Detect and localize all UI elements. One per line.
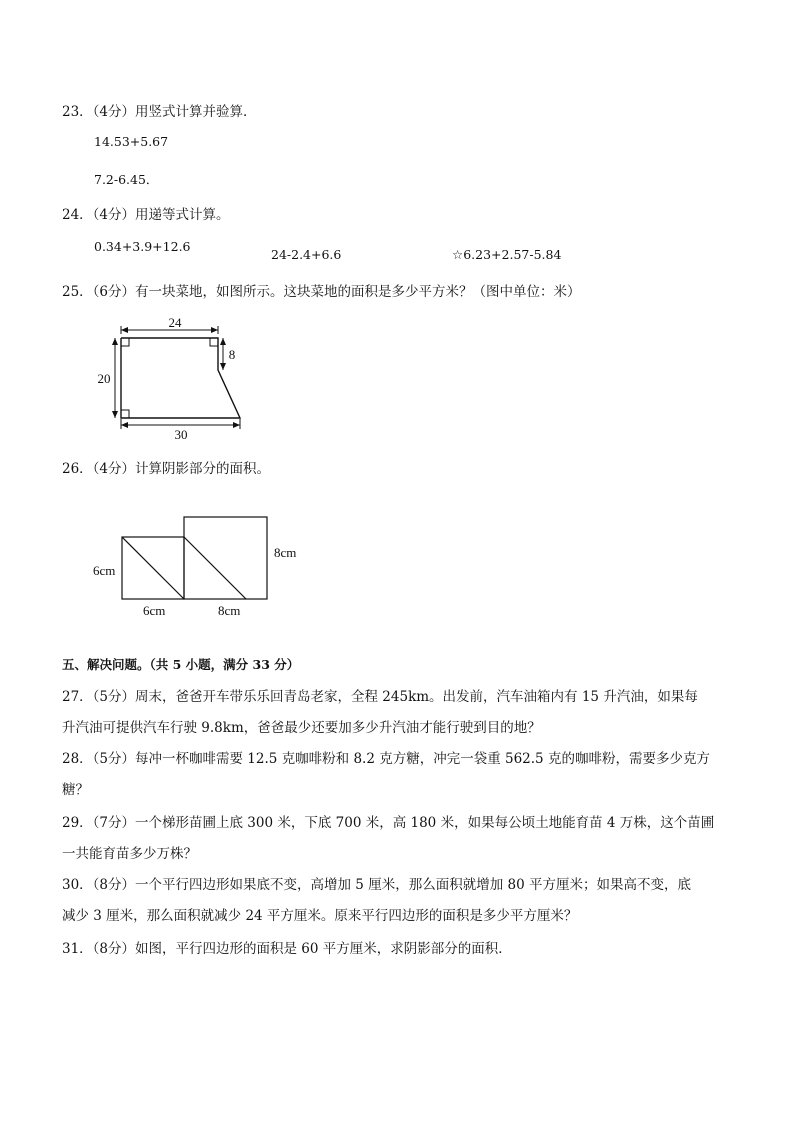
q24-expression-2: 24-2.4+6.6 <box>271 247 342 262</box>
q23-title: 23．（4分）用竖式计算并验算． <box>62 104 257 120</box>
q25-title: 25．（6分）有一块菜地，如图所示。这块菜地的面积是多少平方米？（图中单位：米） <box>62 284 581 300</box>
q26-label-small-side: 6cm <box>93 563 116 578</box>
q25-right-angle-top-left <box>121 338 129 346</box>
q23-expression-1: 14.53+5.67 <box>94 134 169 149</box>
q23-expression-2: 7.2-6.45． <box>94 172 159 187</box>
q26-label-large-base: 8cm <box>218 603 241 618</box>
q30-line-2: 减少 3 厘米，那么面积就减少 24 平方厘米。原来平行四边形的面积是多少平方厘米？ <box>62 908 578 924</box>
q25-garden-outline <box>121 338 240 418</box>
q26-large-diagonal <box>184 537 246 599</box>
q26-figure <box>0 500 794 625</box>
q24-expression-1: 0.34+3.9+12.6 <box>94 239 191 254</box>
q25-label-bottom: 30 <box>174 427 188 442</box>
q29-line-1: 29．（7分）一个梯形苗圃上底 300 米，下底 700 米，高 180 米，如果每公顷土地能育苗 4 万株，这个苗圃 <box>62 815 715 831</box>
q27-line-2: 升汽油可提供汽车行驶 9.8km，爸爸最少还要加多少升汽油才能行驶到目的地？ <box>62 720 541 736</box>
q29-line-2: 一共能育苗多少万株？ <box>62 846 197 862</box>
q24-title: 24．（4分）用递等式计算。 <box>62 207 230 223</box>
q26-label-large-side: 8cm <box>274 545 297 560</box>
q25-right-angle-top-right <box>210 338 218 346</box>
q24-expression-3: ☆6.23+2.57-5.84 <box>452 247 562 262</box>
q25-figure <box>0 0 794 460</box>
q26-small-diagonal <box>122 537 184 599</box>
q26-title: 26．（4分）计算阴影部分的面积。 <box>62 461 271 477</box>
q26-label-small-base: 6cm <box>143 603 166 618</box>
q26-large-square <box>184 517 267 599</box>
q28-line-2: 糖？ <box>62 782 89 798</box>
q28-line-1: 28．（5分）每冲一杯咖啡需要 12.5 克咖啡粉和 8.2 克方糖，冲完一袋重 562.5 克的咖啡粉，需要多少克方 <box>62 751 710 767</box>
q25-right-angle-bottom-left <box>121 410 129 418</box>
q25-label-cut: 8 <box>228 347 236 362</box>
q30-line-1: 30．（8分）一个平行四边形如果底不变，高增加 5 厘米，那么面积就增加 80 平方厘米；如果高不变，底 <box>62 877 691 893</box>
q31-line-1: 31．（8分）如图，平行四边形的面积是 60 平方厘米，求阴影部分的面积． <box>62 941 512 957</box>
section-5-heading: 五、解决问题。（共 5 小题，满分 33 分） <box>62 657 300 672</box>
q25-label-height: 20 <box>97 371 111 386</box>
q27-line-1: 27．（5分）周末，爸爸开车带乐乐回青岛老家，全程 245km。出发前，汽车油箱内有 15 升汽油，如果每 <box>62 689 698 705</box>
q25-label-top: 24 <box>168 315 182 330</box>
